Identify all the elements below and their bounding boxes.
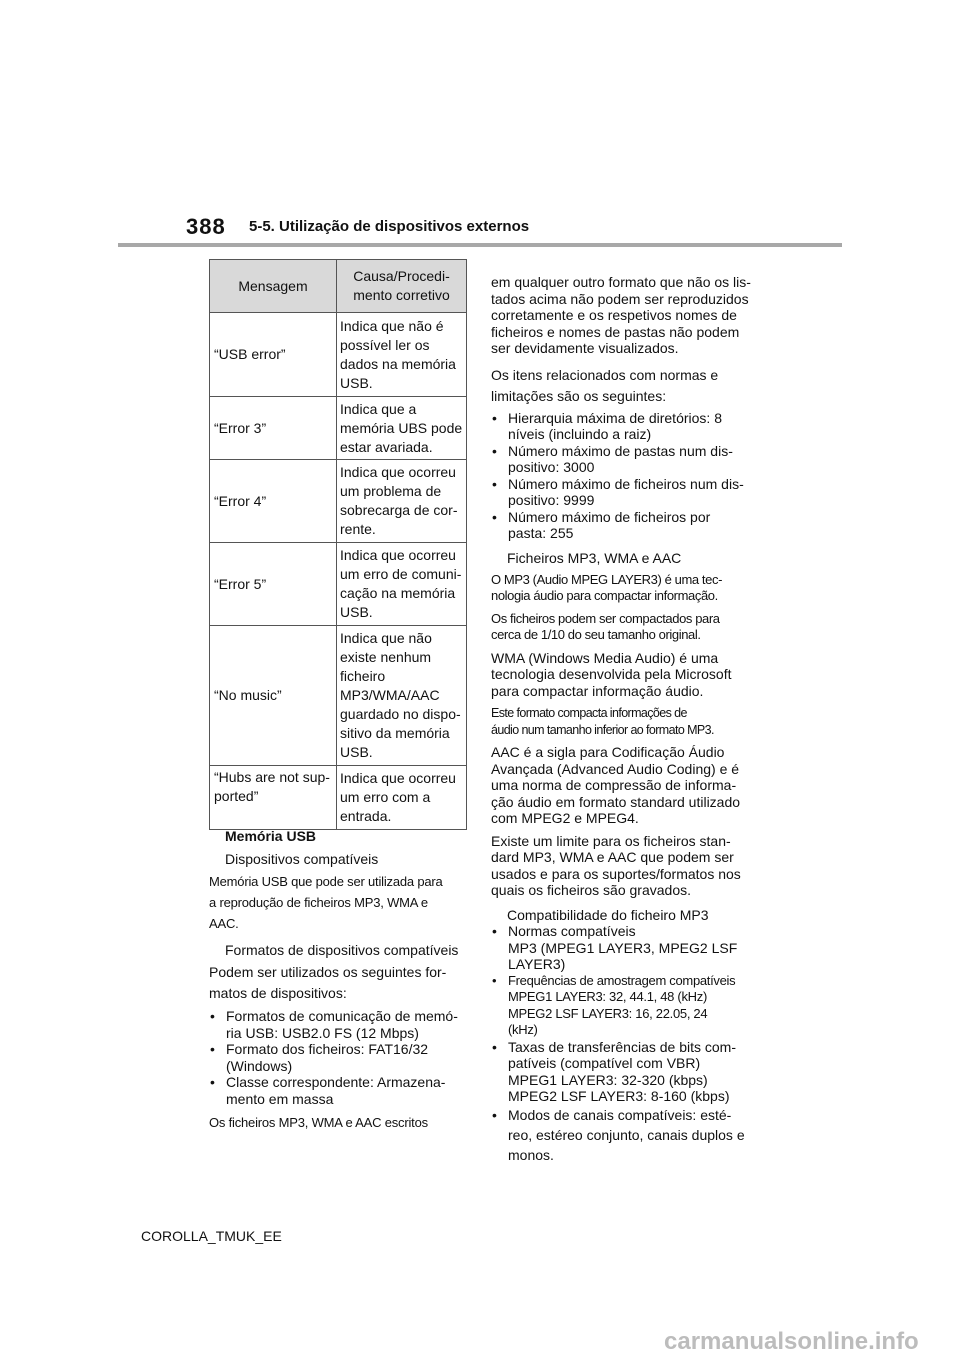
list-item: • Formato dos ficheiros: FAT16/32 (Windows) xyxy=(210,1041,429,1074)
bullet-list xyxy=(491,923,757,1165)
table-cell-message: “Error 5” xyxy=(210,543,337,626)
list-item: • Formatos de comunicação de memó- ria USB: USB2.0 FS (12 Mbps) xyxy=(210,1008,458,1041)
list-item: • Taxas de transferências de bits com- patíveis (compatível com VBR) MPEG1 LAYER3: 32-320 (kbps) MPEG2 LSF LAYER3: 8-160 (kbps) xyxy=(492,1038,736,1104)
subheading: Formatos de dispositivos compatíveis xyxy=(225,942,459,958)
table-cell-cause: Indica que ocorreu um erro com a entrada. xyxy=(337,766,467,830)
list-item: • Número máximo de ficheiros por pasta: 255 xyxy=(492,508,711,541)
bullet-list xyxy=(491,410,757,542)
paragraph: Existe um limite para os ficheiros stan- dard MP3, WMA e AAC que podem ser usados e para os suportes/formatos nos quais os ficheiros são gravados. xyxy=(491,832,741,898)
table-cell-cause: Indica que não é possível ler os dados na memória USB. xyxy=(337,313,467,397)
paragraph: Este formato compacta informações de áudio num tamanho inferior ao formato MP3. xyxy=(491,706,714,737)
paragraph: Podem ser utilizados os seguintes for- matos de dispositivos: xyxy=(209,964,447,1001)
table-cell-message: “Error 3” xyxy=(210,397,337,460)
message-table xyxy=(209,259,467,830)
paragraph: Os ficheiros podem ser compactados para cerca de 1/10 do seu tamanho original. xyxy=(491,610,720,642)
paragraph: Os ficheiros MP3, WMA e AAC escritos xyxy=(209,1115,428,1130)
left-column-text xyxy=(209,826,467,1132)
table-cell-cause: Indica que a memória UBS pode estar avariada. xyxy=(337,397,467,460)
table-cell-cause: Indica que não existe nenhum ficheiro MP3/WMA/AAC guardado no dispo- sitivo da memória USB. xyxy=(337,626,467,766)
list-item: • Classe correspondente: Armazena- mento em massa xyxy=(210,1074,446,1107)
right-column-text xyxy=(491,274,757,1165)
header-rule xyxy=(118,243,842,247)
table-cell-message: “No music” xyxy=(210,626,337,766)
section-heading: Memória USB xyxy=(225,828,317,844)
table-cell-cause: Indica que ocorreu um problema de sobrecarga de cor- rente. xyxy=(337,460,467,543)
list-item: • Número máximo de ficheiros num dis- positivo: 9999 xyxy=(492,475,744,508)
bullet-list xyxy=(209,1008,467,1107)
table-header-row xyxy=(210,260,467,313)
section-title: 5-5. Utilização de dispositivos externos xyxy=(249,218,530,235)
subheading: Dispositivos compatíveis xyxy=(225,851,379,867)
list-item: • Frequências de amostragem compatíveis MPEG1 LAYER3: 32, 44.1, 48 (kHz) MPEG2 LSF LAYER3: 16, 22.05, 24 (kHz) xyxy=(492,972,736,1037)
paragraph: Os itens relacionados com normas e limitações são os seguintes: xyxy=(491,366,719,404)
paragraph: WMA (Windows Media Audio) é uma tecnologia desenvolvida pela Microsoft para compactar informação áudio. xyxy=(491,649,732,699)
paragraph: Memória USB que pode ser utilizada para a reprodução de ficheiros MP3, WMA e AAC. xyxy=(209,874,443,931)
page-number: 388 xyxy=(186,214,226,239)
table-row xyxy=(210,626,467,766)
footer-model-code: COROLLA_TMUK_EE xyxy=(141,1228,282,1244)
table-row xyxy=(210,313,467,397)
table-cell-cause: Indica que ocorreu um erro de comuni- cação na memória USB. xyxy=(337,543,467,626)
watermark: carmanualsonline.info xyxy=(664,1328,919,1355)
column-header-message: Mensagem xyxy=(210,260,337,313)
table-cell-message: “USB error” xyxy=(210,313,337,397)
list-item: • Número máximo de pastas num dis- positivo: 3000 xyxy=(492,442,733,475)
column-header-cause: Causa/Procedi- mento corretivo xyxy=(337,260,467,313)
table-cell-message: “Error 4” xyxy=(210,460,337,543)
list-item: • Modos de canais compatíveis: esté- reo, estéreo conjunto, canais duplos e monos. xyxy=(492,1106,745,1163)
paragraph: AAC é a sigla para Codificação Áudio Avançada (Advanced Audio Coding) e é uma norma de compressão de informa- ção áudio em formato standard utilizado com MPEG2 e MPEG4. xyxy=(491,744,741,826)
table-row xyxy=(210,766,467,830)
table-cell-message: “Hubs are not sup- ported” xyxy=(210,766,337,830)
list-item: • Normas compatíveis MP3 (MPEG1 LAYER3, MPEG2 LSF LAYER3) xyxy=(492,923,738,972)
list-item: • Hierarquia máxima de diretórios: 8 níveis (incluindo a raiz) xyxy=(492,409,722,442)
paragraph: em qualquer outro formato que não os lis- tados acima não podem ser reproduzidos corretamente e os respetivos nomes de ficheiros e nomes de pastas não podem ser devidamente visualizados. xyxy=(491,274,751,356)
paragraph: O MP3 (Audio MPEG LAYER3) é uma tec- nologia áudio para compactar informação. xyxy=(491,571,723,603)
table-row xyxy=(210,543,467,626)
subheading: Compatibilidade do ficheiro MP3 xyxy=(507,906,709,923)
table-row xyxy=(210,460,467,543)
table-row xyxy=(210,397,467,460)
subheading: Ficheiros MP3, WMA e AAC xyxy=(507,549,682,566)
